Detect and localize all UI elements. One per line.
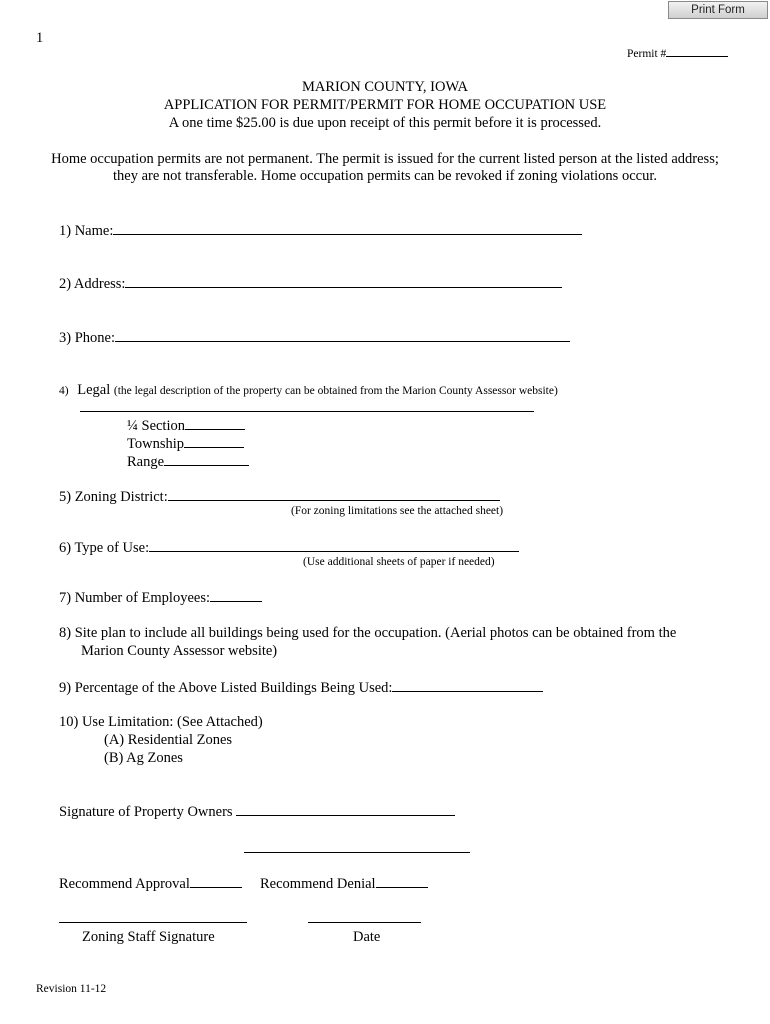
phone-line[interactable]: [115, 329, 570, 342]
staff-signature-line[interactable]: [59, 922, 247, 923]
phone-label: 3) Phone:: [59, 330, 115, 346]
owner-signature-field: [59, 803, 455, 821]
form-title: APPLICATION FOR PERMIT/PERMIT FOR HOME OCCUPATION USE: [163, 97, 607, 113]
page-number: 1: [36, 30, 44, 46]
fee-note: A one time $25.00 is due upon receipt of this permit before it is processed.: [168, 115, 602, 131]
owner-signature-line[interactable]: [236, 803, 455, 816]
owner-signature-line-2[interactable]: [244, 852, 470, 853]
name-line[interactable]: [113, 222, 582, 235]
zoning-note: (For zoning limitations see the attached sheet): [291, 505, 504, 517]
employees-line[interactable]: [210, 589, 262, 602]
zoning-line[interactable]: [168, 488, 500, 501]
permit-number-field: [627, 44, 728, 61]
type-of-use-note: (Use additional sheets of paper if needed): [303, 556, 495, 568]
township-line[interactable]: [184, 435, 244, 448]
range-line[interactable]: [164, 453, 249, 466]
employees-field: [59, 589, 262, 607]
type-of-use-label: 6) Type of Use:: [59, 540, 150, 556]
approval-label: Recommend Approval: [59, 876, 190, 892]
percentage-field: [59, 679, 543, 697]
section-line[interactable]: [185, 417, 245, 430]
staff-signature-label: Zoning Staff Signature: [82, 929, 215, 945]
address-field: [59, 275, 562, 293]
denial-label: Recommend Denial: [260, 876, 376, 892]
use-limitation: 10) Use Limitation: (See Attached): [59, 714, 263, 730]
denial-field: [260, 875, 428, 893]
site-plan-line-1: 8) Site plan to include all buildings being used for the occupation. (Aerial photos can be obtained from the: [59, 625, 677, 641]
legal-field: [59, 382, 558, 399]
county-heading: MARION COUNTY, IOWA: [301, 79, 469, 95]
township-label: Township: [127, 436, 184, 452]
intro-line-2: they are not transferable. Home occupation permits can be revoked if zoning violations occur.: [113, 168, 657, 184]
permit-number-label: Permit #: [627, 48, 667, 60]
employees-label: 7) Number of Employees:: [59, 590, 211, 606]
name-field: [59, 222, 582, 240]
approval-field: [59, 875, 242, 893]
address-line[interactable]: [125, 275, 562, 288]
percentage-line[interactable]: [392, 679, 543, 692]
legal-label: Legal: [77, 382, 111, 398]
zone-residential: (A) Residential Zones: [104, 732, 233, 748]
print-form-button[interactable]: Print Form: [668, 1, 768, 19]
site-plan-line-2: Marion County Assessor website): [81, 643, 278, 659]
type-of-use-field: [59, 539, 519, 557]
range-label: Range: [127, 454, 165, 470]
type-of-use-line[interactable]: [149, 539, 519, 552]
denial-line[interactable]: [376, 875, 428, 888]
legal-note: (the legal description of the property can be obtained from the Marion County Assessor website): [113, 385, 558, 397]
name-label: 1) Name:: [59, 223, 114, 239]
phone-field: [59, 329, 570, 347]
section-label: ¼ Section: [127, 418, 185, 434]
percentage-label: 9) Percentage of the Above Listed Buildings Being Used:: [59, 680, 393, 696]
date-line[interactable]: [308, 922, 421, 923]
date-label: Date: [353, 929, 381, 945]
intro-line-1: Home occupation permits are not permanent. The permit is issued for the current listed person at the listed address;: [51, 151, 719, 167]
section-field: [127, 417, 245, 435]
address-label: 2) Address:: [59, 276, 126, 292]
owner-signature-label: Signature of Property Owners: [59, 804, 233, 820]
range-field: [127, 453, 249, 471]
legal-line[interactable]: [80, 411, 534, 412]
legal-number: 4): [59, 385, 69, 397]
approval-line[interactable]: [190, 875, 242, 888]
permit-number-line[interactable]: [666, 44, 728, 57]
zone-ag: (B) Ag Zones: [104, 750, 183, 766]
revision-label: Revision 11-12: [36, 983, 107, 995]
township-field: [127, 435, 244, 453]
zoning-field: [59, 488, 500, 506]
zoning-label: 5) Zoning District:: [59, 489, 168, 505]
